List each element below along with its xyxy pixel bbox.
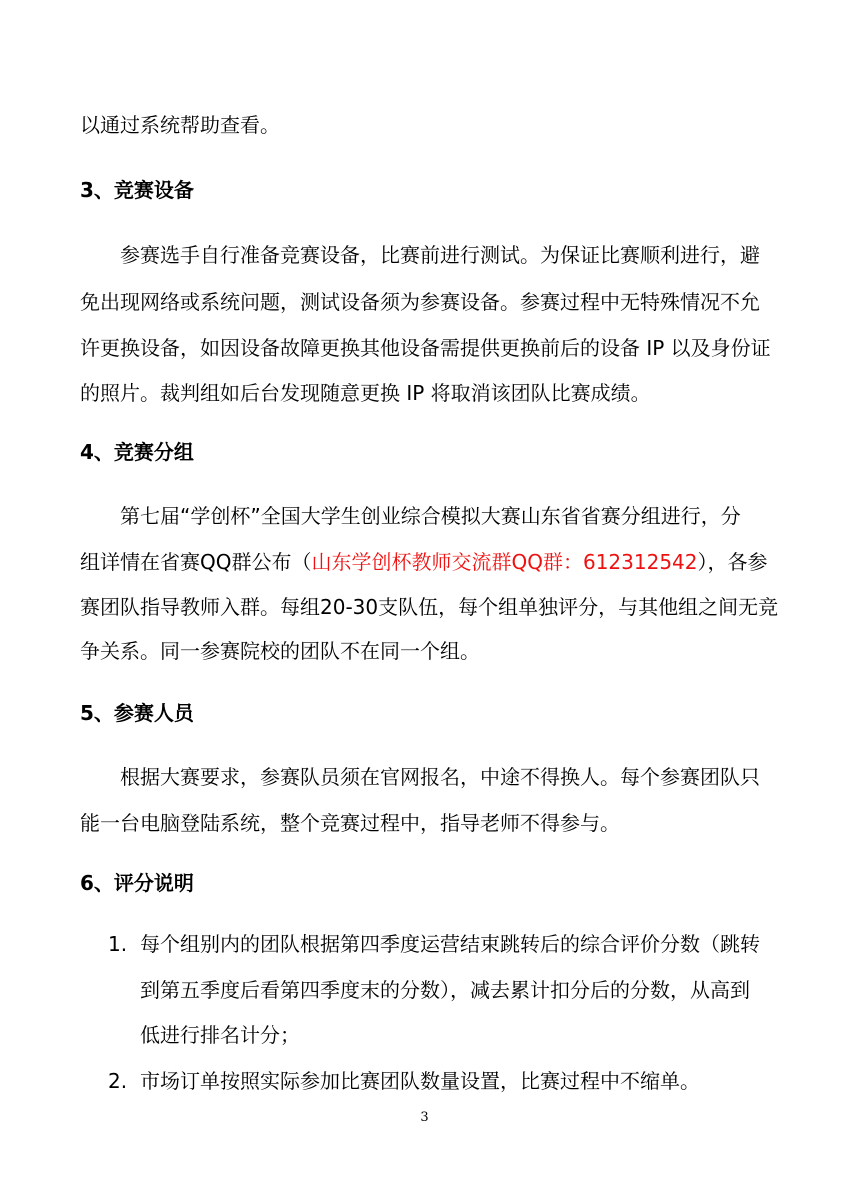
paragraph-line: 许更换设备，如因设备故障更换其他设备需提供更换前后的设备 IP 以及身份证: [80, 336, 771, 360]
paragraph-line: 能一台电脑登陆系统，整个竞赛过程中，指导老师不得参与。: [80, 811, 620, 835]
list-item-line: 低进行排名计分；: [140, 1023, 300, 1047]
section-heading-grouping: 4、竞赛分组: [80, 440, 194, 464]
section-heading-participants: 5、参赛人员: [80, 701, 194, 725]
list-item-line: 市场订单按照实际参加比赛团队数量设置，比赛过程中不缩单。: [140, 1069, 700, 1093]
section-heading-scoring: 6、评分说明: [80, 871, 194, 895]
paragraph-line: 参赛选手自行准备竞赛设备，比赛前进行测试。为保证比赛顺利进行，避: [120, 243, 760, 267]
page-number: 3: [420, 1110, 429, 1125]
paragraph-line-qq-group: [80, 547, 768, 577]
paragraph-line: 免出现网络或系统问题，测试设备须为参赛设备。参赛过程中无特殊情况不允: [80, 290, 760, 314]
paragraph-line: 赛团队指导教师入群。每组20-30支队伍，每个组单独评分，与其他组之间无竞: [80, 595, 779, 619]
section-heading-equipment: 3、竞赛设备: [80, 178, 194, 202]
paragraph-text: 组详情在省赛QQ群公布（: [80, 550, 312, 574]
paragraph-line: 根据大赛要求，参赛队员须在官网报名，中途不得换人。每个参赛团队只: [120, 765, 760, 789]
paragraph-line: 第七届“学创杯”全国大学生创业综合模拟大赛山东省省赛分组进行，分: [120, 504, 741, 528]
list-item-line: 每个组别内的团队根据第四季度运营结束跳转后的综合评价分数（跳转: [140, 932, 760, 956]
list-item-line: 到第五季度后看第四季度末的分数），减去累计扣分后的分数，从高到: [140, 978, 750, 1002]
qq-group-highlight: 山东学创杯教师交流群QQ群：612312542: [311, 550, 698, 574]
paragraph-line: 以通过系统帮助查看。: [80, 113, 280, 137]
list-item-number: 1.: [108, 932, 128, 956]
paragraph-line: 的照片。裁判组如后台发现随意更换 IP 将取消该团队比赛成绩。: [80, 381, 651, 405]
list-item-number: 2.: [108, 1069, 128, 1093]
paragraph-text: ），各参: [697, 550, 768, 574]
paragraph-line: 争关系。同一参赛院校的团队不在同一个组。: [80, 639, 480, 663]
